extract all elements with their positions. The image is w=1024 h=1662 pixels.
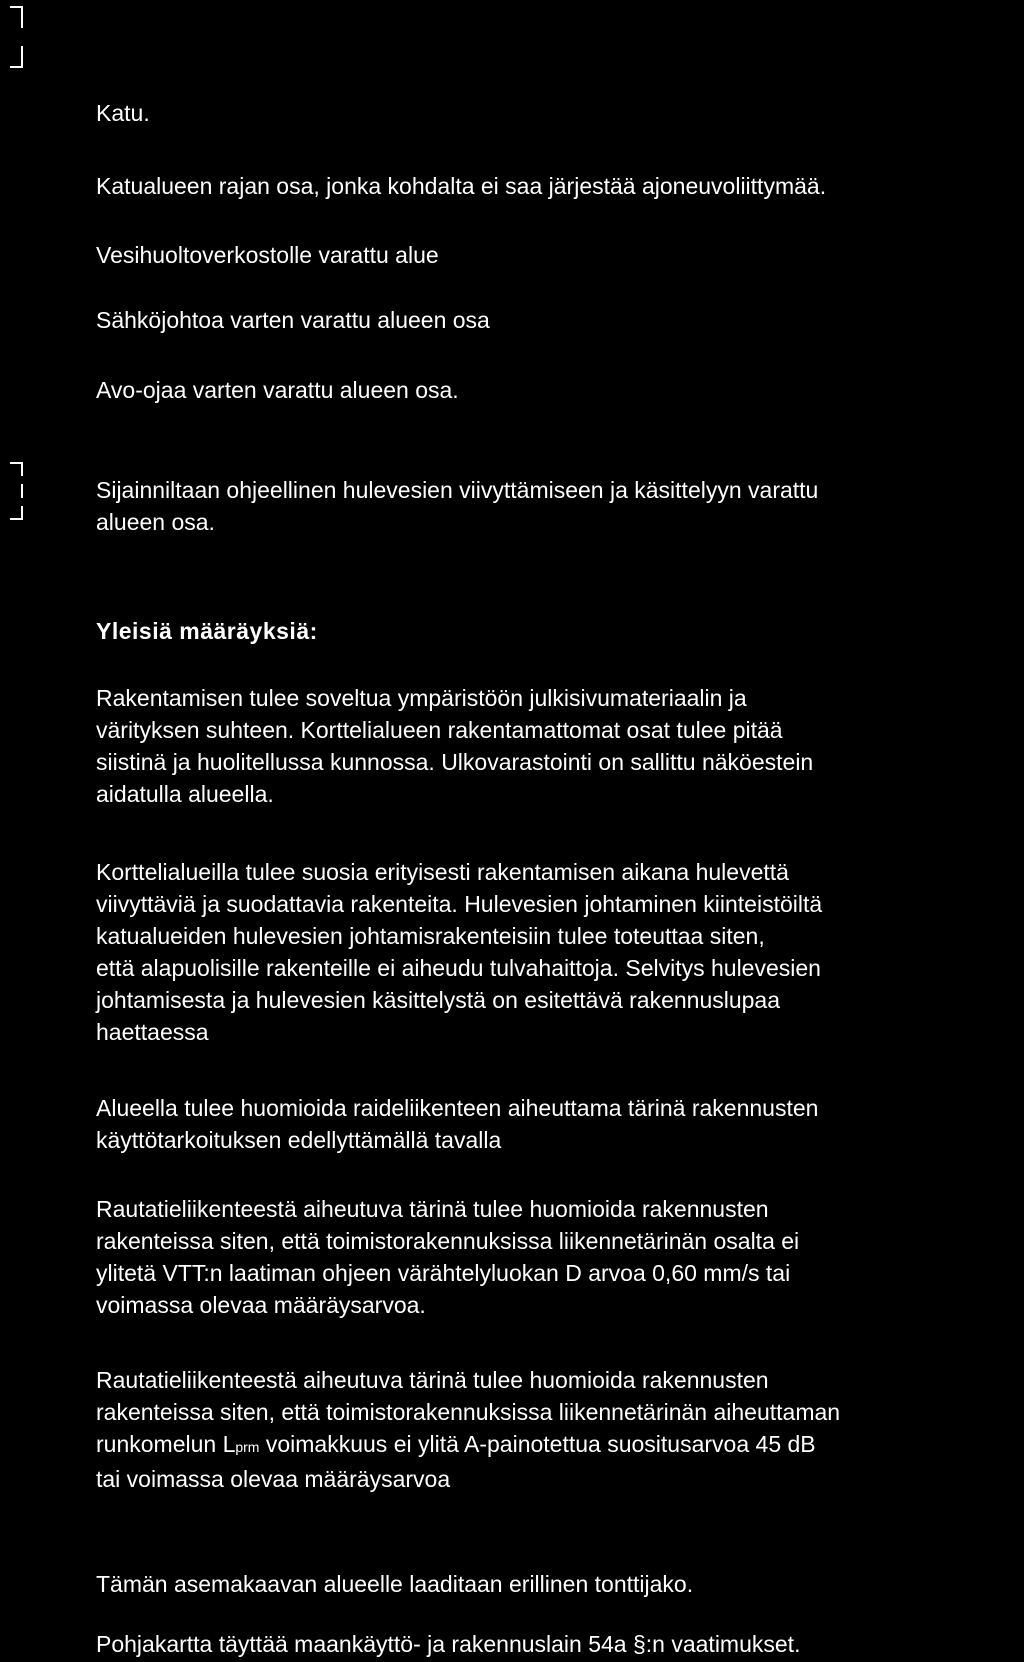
general-paragraph-3: [96, 1092, 1011, 1156]
bracket-symbol-top: [0, 6, 24, 68]
paragraph-line: viivyttäviä ja suodattavia rakenteita. Hulevesien johtaminen kiinteistöiltä: [96, 891, 823, 917]
general-paragraph-1: [96, 682, 1011, 810]
paragraph-line: tai voimassa olevaa määräysarvoa: [96, 1466, 451, 1492]
paragraph-line: voimassa olevaa määräysarvoa.: [96, 1292, 426, 1318]
general-paragraph-5: [96, 1364, 1011, 1495]
runkomelu-text-rest: voimakkuus ei ylitä A-painotettua suositusarvoa 45 dB: [259, 1431, 816, 1457]
general-paragraph-2: [96, 856, 1011, 1048]
legend-sahkojohto: Sähköjohtoa varten varattu alueen osa: [96, 307, 490, 333]
runkomelu-text: runkomelun L: [96, 1431, 236, 1457]
paragraph-line: käyttötarkoituksen edellyttämällä tavalla: [96, 1127, 502, 1153]
paragraph-line: Korttelialueilla tulee suosia erityisesti rakentamisen aikana hulevettä: [96, 859, 789, 885]
legend-avo-oja: Avo-ojaa varten varattu alueen osa.: [96, 377, 459, 403]
paragraph-line: siistinä ja huolitellussa kunnossa. Ulkovarastointi on sallittu näköestein: [96, 749, 814, 775]
bracket-symbol-hulevesi: [0, 462, 24, 520]
pohjakartta-text: Pohjakartta täyttää maankäyttö- ja rakennuslain 54a §:n vaatimukset.: [96, 1631, 801, 1657]
general-heading: Yleisiä määräyksiä:: [96, 618, 318, 644]
legend-hulevesi-line1: Sijainniltaan ohjeellinen hulevesien viivyttämiseen ja käsittelyyn varattu: [96, 477, 819, 503]
legend-hulevesi: [96, 474, 1011, 538]
paragraph-line: haettaessa: [96, 1019, 209, 1045]
paragraph-line: rakenteissa siten, että toimistorakennuksissa liikennetärinän aiheuttaman: [96, 1399, 841, 1425]
paragraph-line: katualueiden hulevesien johtamisrakenteisiin tulee toteuttaa siten,: [96, 923, 765, 949]
paragraph-line: rakenteissa siten, että toimistorakennuksissa liikennetärinän osalta ei: [96, 1228, 800, 1254]
paragraph-line: johtamisesta ja hulevesien käsittelystä on esitettävä rakennuslupaa: [96, 987, 781, 1013]
paragraph-line-runkomelu: [96, 1428, 1011, 1463]
paragraph-line: Alueella tulee huomioida raideliikenteen aiheuttama tärinä rakennusten: [96, 1095, 819, 1121]
paragraph-line: ylitetä VTT:n laatiman ohjeen värähtelyluokan D arvoa 0,60 mm/s tai: [96, 1260, 791, 1286]
paragraph-line: Rautatieliikenteestä aiheutuva tärinä tulee huomioida rakennusten: [96, 1367, 769, 1393]
lprm-subscript: prm: [235, 1439, 260, 1455]
paragraph-line: aidatulla alueella.: [96, 781, 274, 807]
general-paragraph-4: [96, 1193, 1011, 1321]
legend-katu: Katu.: [96, 100, 150, 126]
paragraph-line: Rautatieliikenteestä aiheutuva tärinä tulee huomioida rakennusten: [96, 1196, 769, 1222]
legend-vesihuolto: Vesihuoltoverkostolle varattu alue: [96, 242, 439, 268]
paragraph-line: että alapuolisille rakenteille ei aiheudu tulvahaittoja. Selvitys hulevesien: [96, 955, 821, 981]
legend-hulevesi-line2: alueen osa.: [96, 509, 215, 535]
legend-ajoneuvoliittyma: Katualueen rajan osa, jonka kohdalta ei saa järjestää ajoneuvoliittymää.: [96, 173, 827, 199]
tonttijako-text: Tämän asemakaavan alueelle laaditaan erillinen tonttijako.: [96, 1571, 694, 1597]
paragraph-line: värityksen suhteen. Korttelialueen rakentamattomat osat tulee pitää: [96, 717, 783, 743]
paragraph-line: Rakentamisen tulee soveltua ympäristöön julkisivumateriaalin ja: [96, 685, 747, 711]
